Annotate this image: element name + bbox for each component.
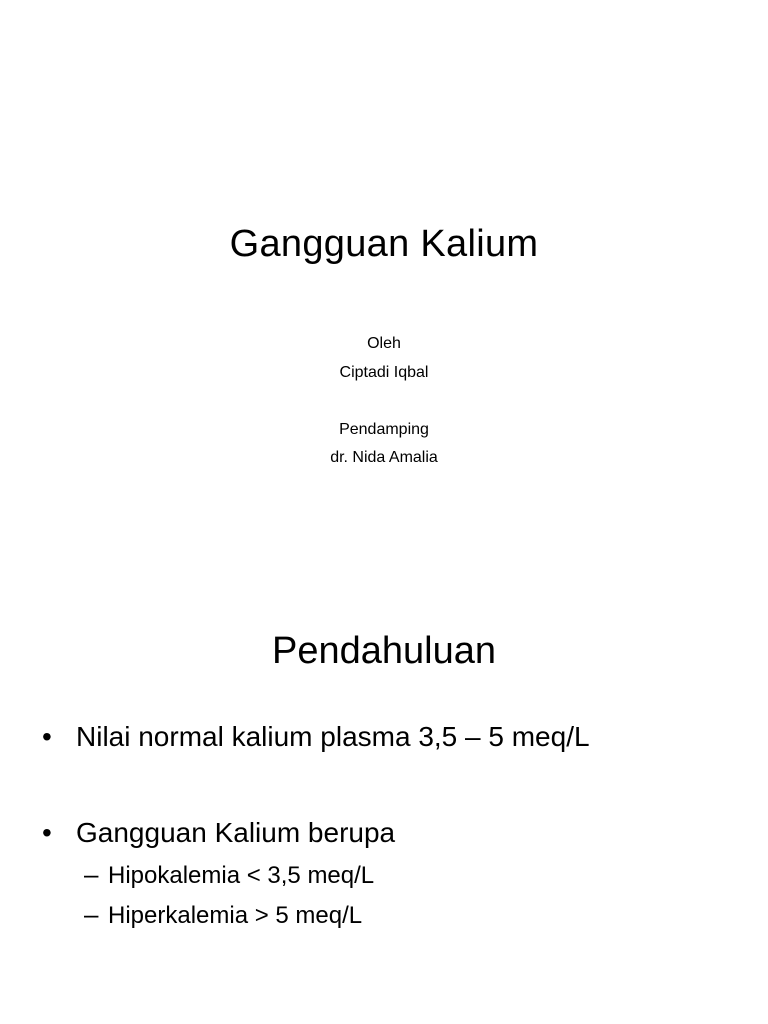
bullet-item <box>42 717 742 757</box>
sub-bullet-marker: – <box>84 859 99 889</box>
subtitle-line-supervisor: dr. Nida Amalia <box>330 449 438 466</box>
slide-introduction <box>0 512 768 1024</box>
sub-bullet-item <box>42 896 742 936</box>
bullet-list <box>42 717 742 936</box>
bullet-text: Nilai normal kalium plasma 3,5 – 5 meq/L <box>76 721 590 752</box>
bullet-item <box>42 813 742 853</box>
subtitle-line-by: Oleh <box>367 335 401 352</box>
presentation-title: Gangguan Kalium <box>229 223 539 265</box>
sub-bullet-list <box>42 856 742 936</box>
presentation-subtitle <box>0 330 768 473</box>
bullet-marker: • <box>42 721 52 752</box>
sub-bullet-text: Hipokalemia < 3,5 meq/L <box>108 862 375 889</box>
bullet-text: Gangguan Kalium berupa <box>76 817 396 848</box>
subtitle-line-supervisor-label: Pendamping <box>339 420 429 438</box>
sub-bullet-item <box>42 856 742 896</box>
subtitle-line-author: Ciptadi Iqbal <box>339 363 429 381</box>
subtitle-spacer <box>0 387 768 416</box>
sub-bullet-text: Hiperkalemia > 5 meq/L <box>108 902 363 929</box>
bullet-marker: • <box>42 817 52 848</box>
sub-bullet-marker: – <box>84 899 99 929</box>
slide-heading: Pendahuluan <box>272 630 496 672</box>
